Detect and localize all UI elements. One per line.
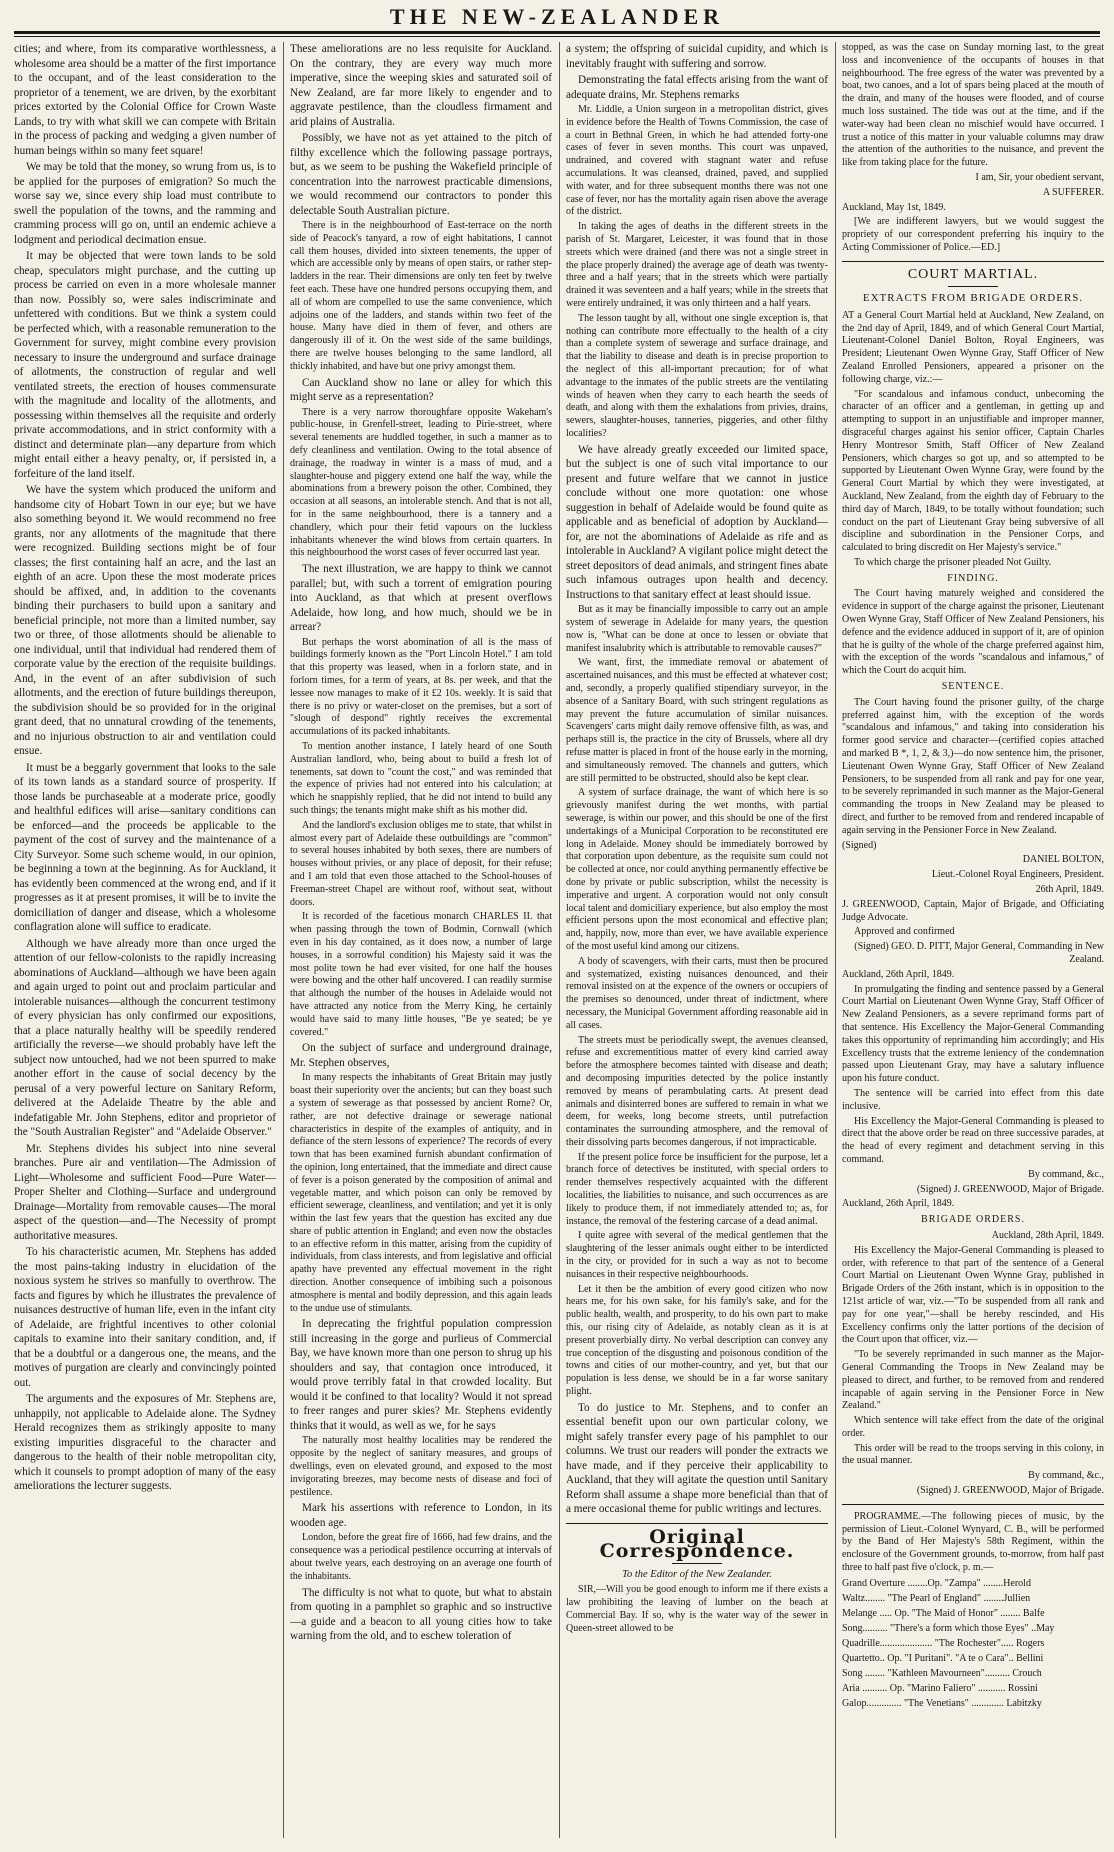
letter-closing: I am, Sir, your obedient servant, xyxy=(975,171,1104,183)
paragraph: To which charge the prisoner pleaded Not Guilty. xyxy=(854,556,1052,568)
quoted-paragraph: We want, first, the immediate removal or abatement of ascertained nuisances, and this must be effected at whatever cost; and, secondly, a properly qualified stipendiary surveyor, in the absence of a Sanitary Board, with such stringent regulations as may prevent the future accumulation of similar nuisances. Scavengers' carts might daily remove offensive filth, as was, and perhaps still is, the practice in the city of Brussels, where all dry refuse matter is placed in front of the house early in the morning, and simultaneously removed. The channels and gutters, which are still permitted to be obstructed, should also be kept clear. xyxy=(566,657,828,784)
paragraph: To do justice to Mr. Stephens, and to confer an essential benefit upon our own particular colony, we might safely transfer every page of his pamphlet to our columns. We trust our readers will ponder the extracts we have made, and if they perceive their applicability to Auckland, that they will agitate the question until Sanitary Reform shall assume a shape more beneficial than that of a mere occasional theme for public writings and lectures. xyxy=(566,1401,828,1516)
sentence-heading: SENTENCE. xyxy=(941,681,1005,693)
paragraph: cities; and where, from its comparative worthlessness, a wholesome area should be a matter of the first importance to the occupant, and of the least consideration to the proprietor of a tenement, we are driven, by the exorbitant prices extorted by the Colonial Office for Crown Waste Lands, to try with what skill we can compete with Britain in the process of packing and wedging a given number of human beings within so many feet square! xyxy=(14,43,276,157)
quoted-paragraph: There is a very narrow thoroughfare opposite Wakeham's public-house, in Grenfell-street, leading to Pirie-street, where several tenements are huddled together, in such a manner as to defy cleanliness and ventilation. Owing to the total absence of drainage, the roadway in winter is a mass of mud, and a slaughter-house and piggery extend one half the way, while the abominations from a brewery poison the other. Combined, they occasion at all seasons, an intolerable stench. And that is not all, for in the same neighbourhood, there is a tannery and a chandlery, which pour their fetid vapours on the luckless inhabitants whenever the wind blows from certain quarters. In this neighbourhood the worst cases of fever occurred last year. xyxy=(290,406,552,559)
charge-text: "For scandalous and infamous conduct, unbecoming the character of an officer and a gentleman, in getting up and attempting to support in an unjustifiable and improper manner, disgraceful charges against his senior officer, Captain Charles Henry Montresor Smith, Staff Officer of New Zealand Pensioners, which charges so got up, and so attempted to be supported by Lieutenant Owen Wynne Gray, were found by the General Court Martial by which they were investigated, at Auckland, New Zealand, from the eighth day of February to the third day of March, 1849, to be totally without foundation; such conduct on the part of Lieutenant Gray being subversive of all discipline and subordination in the Pensioner Corps, and calculated to bring discredit on Her Majesty's service." xyxy=(842,388,1104,554)
signature-date: 26th April, 1849. xyxy=(1035,884,1104,896)
quoted-paragraph: Mr. Liddle, a Union surgeon in a metropolitan district, gives in evidence before the Health of Towns Commission, the case of a court in Bethnal Green, in which he had attended forty-one cases of fever in seven months. This court was unpaved, undrained, and covered with stagnant water and refuse accumulations. It was cleansed, drained, paved, and supplied with water, and for three subsequent months there was not one case of fever, nor has the mortality again risen above the average of the district. xyxy=(566,104,828,218)
short-rule xyxy=(672,1563,722,1564)
column-3 xyxy=(566,42,828,1842)
paragraph: It must be a beggarly government that looks to the sale of its town lands as a standard source of prosperity. If those lands be purchaseable at a moderate price, goodly and healthful edifices will arise—sanitary conditions can be enforced—and the proceeds be applicable to the payment of the cost of survey and the maintenance of a City Surveyor. Some such scheme would, in our opinion, be beginning a town at the beginning. As for Auckland, it has evidently been commenced at the wrong end, and if it progresses as it at present promises, it will be to invite the domiciliation of danger and disease, which a wholesome conflagration alone will suffice to eradicate. xyxy=(14,761,276,933)
programme-item: Waltz........ "The Pearl of England" ........Jullien xyxy=(842,1592,1031,1604)
quotation xyxy=(290,1072,552,1315)
paragraph: a system; the offspring of suicidal cupidity, and which is inevitably fraught with suffering and sorrow. xyxy=(566,43,828,70)
paragraph: In promulgating the finding and sentence passed by a General Court Martial on Lieutenant Owen Wynne Gray, Staff Officer of New Zealand Pensioners, as a severe reprimand forms part of that sentence. His Excellency the Major-General Commanding takes this opportunity of reprimanding him accordingly; and His Excellency trusts that the extreme leniency of the condemnation passed upon Lieutenant Gray, may have a salutary influence upon his future conduct. xyxy=(842,983,1104,1085)
quoted-paragraph: There is in the neighbourhood of East-terrace on the north side of Peacock's tanyard, a row of eight habitations, I cannot call them houses, divided into sixteen tenements, the upper of which are accessible only by means of open stairs, or rather step-ladders in the rear. Their dimensions are only ten feet by twelve feet each. These have one hundred persons occupying them, and all of whom are compelled to use the same convenience, which adjoins one of the ladders, and stands within two feet of the house. Many have died in them of fever, and others are dangerously ill of it. On the west side of the same buildings, there are twelve houses belonging to the same landlord, all thickly inhabited, and have but one privy amongst them. xyxy=(290,220,552,372)
quoted-paragraph: In many respects the inhabitants of Great Britain may justly boast their superiority over the ancients; but can they boast such a system of sewerage as that possessed by ancient Rome? Or, rather, are not defective drainage or sewerage national characteristics in despite of the examples of antiquity, and in defiance of the stern lessons of experience? The records of every town that has been examined furnish abundant confirmation of the opinion, long entertained, that the immediate and direct cause of fever is a poison generated by the composition of animal and vegetable matter, and which poison can only be removed by efficient sewerage, cleanliness, and ventilation; and yet it is only within the last few years that the question has excited any due share of public attention in England; and even now the obstacles to an effective reform in this matter, arising from the cupidity of individuals, from class interests, and from legislative and official apathy have prevented any effectual movement in the right direction. Another consequence of imbibing such a poisonous atmosphere is mental and bodily depression, and this again leads to the undue use of stimulants. xyxy=(290,1072,552,1314)
programme-item: Melange ..... Op. "The Maid of Honor" ........ Balfe xyxy=(842,1607,1045,1619)
paragraph: Can Auckland show no lane or alley for which this might serve as a representation? xyxy=(290,376,552,404)
programme-intro: PROGRAMME.—The following pieces of music, by the permission of Lieut.-Colonel Wynyard, C. B., will be performed by the Band of Her Majesty's 58th Regiment, within the enclosure of the Government grounds, to-morrow, from half past three to half past five o'clock, p. m.— xyxy=(842,1510,1104,1574)
signature-greenwood: (Signed) J. GREENWOOD, Major of Brigade. xyxy=(916,1183,1104,1195)
letter-signature: A SUFFERER. xyxy=(1042,186,1104,198)
quoted-paragraph: The naturally most healthy localities may be rendered the opposite by the neglect of sanitary measures, and groups of dwellings, even on elevated ground, and exposed to the most invigorating breezes, may become nests of disease and foci of pestilence. xyxy=(290,1435,552,1498)
programme-item: Grand Overture ........Op. "Zampa" ........Herold xyxy=(842,1577,1031,1589)
paragraph: This order will be read to the troops serving in this colony, in the usual manner. xyxy=(842,1442,1104,1467)
quotation xyxy=(290,637,552,1040)
paragraph: Which sentence will take effect from the date of the original order. xyxy=(842,1415,1104,1439)
quoted-paragraph: But as it may be financially impossible to carry out an ample system of sewerage in Adelaide for many years, the question now is, "What can be done at once to lessen or obviate that manifest insalubrity which is attributable to removable causes?" xyxy=(566,604,828,654)
dateline: Auckland, 26th April, 1849. xyxy=(842,968,955,980)
paragraph: The Court having found the prisoner guilty, of the charge preferred against him, with the exception of the words "scandalous and infamous," and taking into consideration his former good service and character—(certified copies attached and marked B *, 1, 2, & 3,)—do now sentence him, the prisoner, Lieutenant Owen Wynne Gray, Staff Officer of New Zealand Pensioners, to be suspended from all rank and pay for one year, to be severely reprimanded in such manner as the Major-General commanding the troops in New Zealand may be pleased to direct, and further to be removed from and rendered incapable of again serving in the Pensioner Force in New Zealand. xyxy=(842,696,1104,836)
letter-paragraph: SIR,—Will you be good enough to inform me if there exists a law prohibiting the leaving of lumber on the beach at Commercial Bay. If so, why is the water way of the sewer in Queen-street allowed to be xyxy=(566,1584,828,1634)
paragraph: To his characteristic acumen, Mr. Stephens has added the most pains-taking industry in elucidation of the noxious system he strives so manfully to overthrow. The facts and figures by which he illustrates the prevalence of nuisances destructive of human life, even in the infant city of Adelaide, are frightful incentives to other colonial capitals to examine into their sanitary condition, and, if that be a doubtful or a dangerous one, the means, and the motives of purgation are clearly and convincingly pointed out. xyxy=(14,1246,276,1389)
court-martial-body xyxy=(842,310,1104,1498)
quoted-paragraph: Let it then be the ambition of every good citizen who now hears me, for his own sake, for his family's sake, and for the public health, wealth, and prosperity, to do his own part to make this, our rising city of Adelaide, as notably clean as it is at present proverbially dirty. No verbal description can convey any true conception of the disgusting and poisonous condition of the towns and cities of our mother-country, and yet, but that our population is less dense, we should be in a far worse sanitary plight. xyxy=(566,1283,828,1398)
programme-item: Song.......... "There's a form which those Eyes" ..May xyxy=(842,1622,1055,1634)
dateline: Auckland, 26th April, 1849. xyxy=(842,1198,955,1210)
letter-body xyxy=(566,1584,828,1635)
programme-item: Song ........ "Kathleen Mavourneen".......... Crouch xyxy=(842,1667,1042,1679)
signature-greenwood: J. GREENWOOD, Captain, Major of Brigade, and Officiating Judge Advocate. xyxy=(842,898,1104,923)
paragraph: His Excellency the Major-General Commanding is pleased to order, with reference to that part of the sentence of a General Court Martial on Lieutenant Owen Wynne Gray, published in Brigade Orders of the 26th instant, which is in opposition to the 121st article of war, viz.—"To be suspended from all rank and pay for one year,"—shall be hereby rescinded, and His Excellency confirms only the latter portions of the decision of the Court upon that officer, viz.— xyxy=(842,1244,1104,1346)
programme-item: Quadrille..................... "The Rochester"..... Rogers xyxy=(842,1637,1045,1649)
paragraph: The Court having maturely weighed and considered the evidence in support of the charge against the prisoner, Lieutenant Owen Wynne Gray, Staff Officer of New Zealand Pensioners, his defence and the evidence adduced in support of it, are of opinion that he is guilty of the whole of the charge preferred against him, with the exception of the words "scandalous and infamous," of which the Court do acquit him. xyxy=(842,588,1104,677)
programme-item: Quartetto.. Op. "I Puritani". "A te o Cara".. Bellini xyxy=(842,1652,1044,1664)
paragraph: We have the system which produced the uniform and handsome city of Hobart Town in our eye; but we have also something beyond it. We would recommend no free grants, nor any allotments of the magnitude that there were recognized. Building sections might be of four classes; the first containing half an acre, and the last an eighth of an acre. Upon these the most moderate prices should be affixed, and, in addition to the covenants binding their purchasers to build upon a sanitary and beneficial principle, not more than a limited number, say two or three, of those allotments should be alienable to one individual, until that individual had rendered them of corporate value by the erection of the requisite buildings. And, in the event of an after subdivision of such allotments, and the erection of future buildings thereupon, the subdivision should be so provided for in the original grant deed, that no unnatural crowding of the tenements, and no injurious obstruction to air and ventilation could ensue. xyxy=(14,484,276,757)
quotation xyxy=(290,220,552,374)
by-command: By command, &c., xyxy=(1028,1168,1104,1180)
masthead-rule-thin xyxy=(14,36,1100,37)
quoted-paragraph: But perhaps the worst abomination of all is the mass of buildings formerly known as the "Port Lincoln Hotel." I am told that this property was leased, when in a forlorn state, and in forlorn times, for a term of years, at 8s. per week, and that the lessee now manages to make of it £2 10s. weekly. It is said that there is no privy or water-closet on the premises, but a sort of "slough of despond" rightly receives the excremental accumulations of its packed inhabitants. xyxy=(290,636,552,738)
short-rule xyxy=(948,286,998,287)
quotation xyxy=(290,1532,552,1583)
quoted-paragraph: A body of scavengers, with their carts, must then be procured and systematized, existing nuisances denounced, and their removal insisted on at the expence of the owners or occupiers of the premises so denounced, under threat of indictment, where necessary, the Municipal Government affording reasonable aid in all cases. xyxy=(566,955,828,1031)
editor-note: [We are indifferent lawyers, but we would suggest the propriety of our correspondent preferring his inquiry to the Acting Commissioner of Police.—ED.] xyxy=(842,216,1104,253)
dateline: Auckland, 28th April, 1849. xyxy=(991,1229,1104,1241)
letter-continued xyxy=(842,42,1104,255)
paragraph: Mr. Stephens divides his subject into nine several branches. Pure air and ventilation—The Admission of Light—Wholesome and sufficient Food—Pure Water—Proper Shelter and Clothing—Surface and underground Drainage—Mortality from removable causes—The moral aspect of the question—and—The Necessity of prompt authoritative measures. xyxy=(14,1142,276,1242)
paragraph: The arguments and the exposures of Mr. Stephens are, unhappily, not applicable to Adelaide alone. The Sydney Herald recognizes them as strikingly apposite to many existing impurities disgraceful to the character and dangerous to the health of their noble metropolitan city, which it counsels to prompt adoption of many of the easy ameliorations the lecturer suggests. xyxy=(14,1393,276,1492)
paragraph: We have already greatly exceeded our limited space, but the subject is one of such vital importance to our present and future welfare that we cannot in justice conclude without one more quotation: one whose suggestion in behalf of Adelaide would be found quite as applicable and as beneficial of adoption by Auckland—for, are not the abominations of Adelaide as rife and as intolerable in Auckland? A vigilant police might detect the street depositors of dead animals, and stringent fines abate such infamous outrages upon health and decency. Instructions to that sanitary effect at least should issue. xyxy=(566,443,828,601)
column-divider xyxy=(559,42,560,1838)
quoted-paragraph: A system of surface drainage, the want of which here is so grievously manifest during the wet months, with partial sewerage, is within our power, and this should be one of the first undertakings of a Municipal Corporation to be reconstituted ere long in Adelaide. Money should be immediately borrowed by that corporation upon debenture, as the requisite sum could not be collected at once, nor could anything permanently effective be done by private or public subscription, whilst the necessity is imperative and urgent. A corporation would not only consult local talent and domiciliary experience, but also employ the most efficient persons upon the most economical and effective plan; and, happily, now, more than ever, we have available experience of the most useful kind among our citizens. xyxy=(566,787,828,952)
column-divider xyxy=(835,42,836,1838)
quoted-paragraph: The lesson taught by all, without one single exception is, that nothing can contribute more effectually to the health of a city than a complete system of sewerage and surface drainage, and that the liability to disease and death is in precise proportion to the neglect of this all-important precaution; for of what advantage to the inmates of the public streets are the ventilating winds of heaven when they carry to each hearth the seeds of death, and along with them the exhalations from privies, drains, sewers, slaughter-houses, tanneries, piggeries, and other filthy localities? xyxy=(566,312,828,439)
paragraph: We may be told that the money, so wrung from us, is to be applied for the purposes of emigration? So much the worse say we, since every ship load must contribute to swell the population of the towns, and the ramming and cramming process will go on, until an endemic achieve a lodgment and periodical decimation ensue. xyxy=(14,161,276,246)
column-1 xyxy=(14,42,276,1842)
by-command: By command, &c., xyxy=(1028,1470,1104,1482)
signed-label: (Signed) xyxy=(842,839,877,851)
masthead xyxy=(0,0,1114,40)
court-martial-subheading: EXTRACTS FROM BRIGADE ORDERS. xyxy=(862,292,1084,305)
paragraph: His Excellency the Major-General Commanding is pleased to direct that the above order be read on three successive parades, at the head of every regiment and detachment serving in this command. xyxy=(842,1115,1104,1165)
signature-pitt: (Signed) GEO. D. PITT, Major General, Commanding in New Zealand. xyxy=(854,941,1104,965)
quoted-paragraph: To mention another instance, I lately heard of one South Australian landlord, who, being about to build a fresh lot of tenements, sat down to "count the cost," and was reminded that the expence of privies had not entered into his calculation; at which he snappishly replied, that he did not intend to build any such things; the tenants might make shift as his mother did. xyxy=(290,741,552,816)
paragraph: Mark his assertions with reference to London, in its wooden age. xyxy=(290,1502,552,1529)
paragraph: In deprecating the frightful population compression still increasing in the gorge and purlieus of Commercial Bay, we have known more than one person to shrug up his shoulders and say, that contagion once introduced, it would prove terribly fatal in that crowded locality. But would it be confined to that locality? Would it not spread to freer ranges and purer skies? Mr. Stephens evidently thinks that it would, as well as we, for he says xyxy=(290,1318,552,1432)
section-rule xyxy=(842,1504,1104,1505)
signature-bolton: DANIEL BOLTON, xyxy=(1022,854,1104,866)
quotation xyxy=(566,104,828,441)
paragraph: Demonstrating the fatal effects arising from the want of adequate drains, Mr. Stephens remarks xyxy=(566,74,828,101)
correspondence-heading: Original Correspondence. xyxy=(599,1525,795,1563)
quoted-paragraph: "To be severely reprimanded in such manner as the Major-General Commanding the Troops in New Zealand may be pleased to direct, and further, to be removed from and rendered incapable of again serving in the Pensioner Force in New Zealand." xyxy=(842,1349,1104,1412)
paragraph: The sentence will be carried into effect from this date inclusive. xyxy=(842,1087,1104,1112)
newspaper-title: THE NEW-ZEALANDER xyxy=(389,4,725,29)
masthead-rule xyxy=(14,31,1100,34)
letter-paragraph: stopped, as was the case on Sunday morning last, to the great loss and inconvenience of the occupants of houses in that neighbourhood. The free egress of the water was prevented by a boat, two canoes, and a lot of spars being placed at the mouth of the drain, and many of the houses were flooded, and of course much loss sustained. The tide was out at the time, and if the water-way had been clean no mischief would have occurred. I trust a notice of this matter in your valuable columns may draw the attention of the authorities to the nuisance, and prevent the like from taking place for the future. xyxy=(842,42,1104,169)
quoted-paragraph: London, before the great fire of 1666, had few drains, and the consequence was a periodical pestilence occurring at intervals of about twelve years, each destroying on an average one fourth of the inhabitants. xyxy=(290,1532,552,1582)
quoted-paragraph: If the present police force be insufficient for the purpose, let a branch force of detectives be instituted, with special orders to render themselves respectively acquainted with the different localities, the liabilities to nuisance, and such occurrences as are likely to produce them, if not immediately attended to; as, for instance, the removal of the festering carcase of a dead animal. xyxy=(566,1151,828,1227)
column-divider xyxy=(283,42,284,1838)
signature-greenwood: (Signed) J. GREENWOOD, Major of Brigade. xyxy=(916,1485,1104,1497)
quoted-paragraph: In taking the ages of deaths in the different streets in the parish of St. Margaret, Leicester, it was found that in those streets which were drained (and there was not a single street in the place properly drained) the average age of death was twenty-three and a half years; that in the streets which were partially drained it was seventeen and a half years; while in the streets that were entirely undrained, it was only thirteen and a half years. xyxy=(566,221,828,309)
programme-item: Aria .......... Op. "Marino Faliero" ........... Rossini xyxy=(842,1682,1038,1694)
quotation xyxy=(566,604,828,1399)
brigade-orders-heading: BRIGADE ORDERS. xyxy=(921,1214,1025,1226)
quotation xyxy=(290,407,552,561)
letter-address: To the Editor of the New Zealander. xyxy=(622,1568,772,1580)
letter-date: Auckland, May 1st, 1849. xyxy=(842,201,946,213)
column-2 xyxy=(290,42,552,1842)
paragraph: The next illustration, we are happy to think we cannot parallel; but, with such a torrent of emigration pouring into Auckland, as that which at present overflows Adelaide, how long, and how much, should we be in arrear? xyxy=(290,563,552,634)
approved-line: Approved and confirmed xyxy=(854,926,955,938)
paragraph: These ameliorations are no less requisite for Auckland. On the contrary, they are every way much more imperative, since the weeping skies and saturated soil of New Zealand, are far more likely to engender and to aggravate pestilence, than the cloudless firmament and arid plains of Australia. xyxy=(290,43,552,128)
programme-item: Galop.............. "The Venetians" ............. Labitzky xyxy=(842,1697,1042,1709)
paragraph: Possibly, we have not as yet attained to the pitch of filthy excellence which the following passage portrays, but, as we seem to be pushing the Wakefield principle of concentration into the narrowest practicable dimensions, we would recommend our contractors to ponder this delectable South Australian picture. xyxy=(290,132,552,217)
signature-title: Lieut.-Colonel Royal Engineers, President. xyxy=(931,869,1104,881)
paragraph: The difficulty is not what to quote, but what to abstain from quoting in a pamphlet so graphic and so instructive—a guide and a beacon to all young cities how to take warning from the old, and to eschew toleration of xyxy=(290,1586,552,1643)
paragraph: On the subject of surface and underground drainage, Mr. Stephen observes, xyxy=(290,1042,552,1069)
column-4 xyxy=(842,42,1104,1842)
court-martial-heading: COURT MARTIAL. xyxy=(907,266,1039,282)
quoted-paragraph: I quite agree with several of the medical gentlemen that the slaughtering of the lesser animals ought either to be interdicted in the city, or provided for in such a way as not to become nuisances in their respective neighbourhoods. xyxy=(566,1230,828,1280)
programme-section xyxy=(842,1511,1104,1710)
paragraph: AT a General Court Martial held at Auckland, New Zealand, on the 2nd day of April, 1849, and of which General Court Martial, Lieutenant-Colonel Daniel Bolton, Royal Engineers, was President; Lieutenant Owen Wynne Gray, Staff Officer of New Zealand Enrolled Pensioners, appeared a prisoner on the following charge, viz.:— xyxy=(842,309,1104,385)
section-rule xyxy=(566,1523,828,1524)
quoted-paragraph: The streets must be periodically swept, the avenues cleansed, refuse and excrementitious matter of every kind carried away before the atmosphere becomes tainted with disease and death; and decomposing impurities detected by the police instantly removed by means of perambulating carts. At present dead animals and disinterred bones are suffered to remain in what we deem, for weeks, long become streets, until putrefaction contaminates the surrounding atmosphere, and the removal of their dissolving parts becomes dangerous, if not impracticable. xyxy=(566,1034,828,1148)
paragraph: It may be objected that were town lands to be sold cheap, speculators might purchase, and the cutting up process be carried on even in a more wholesale manner than now. Possibly so, were sales indiscriminate and unfettered with conditions. But we think a system could be perfected which, with a reasonable remuneration to the Government for survey, might combine every provision necessary to insure the underground and surface drainage of allotments, the construction of regular and well ventilated streets, the erection of houses commensurate with the magnitude and locality of the allotments, and possessing within themselves all the requisite and orderly private accommodations, and in strict conformity with a distinct and determinate plan—any departure from which might entail either a heavy penalty, or, if persisted in, a forfeiture of the land itself. xyxy=(14,250,276,480)
finding-heading: FINDING. xyxy=(947,572,999,584)
quoted-paragraph: And the landlord's exclusion obliges me to state, that whilst in almost every part of Adelaide these outbuildings are "common" to several houses inhabited by both sexes, there are numbers of houses without privies, or any place of deposit, for their refuse; and I am told that even those attached to the School-houses of Freeman-street Chapel are without roof, without seat, without doors. xyxy=(290,819,552,908)
quoted-paragraph: It is recorded of the facetious monarch CHARLES II. that when passing through the town of Bodmin, Cornwall (which even in his day contained, as it does now, a number of large houses, in a sorrowful condition) his Majesty said it was the most polite town he had ever visited, for one half the houses were bowing and the other half uncovered. I can readily surmise that although the number of the houses in Adelaide would not have attracted any notice from the Merry King, he certainly would have said to many little houses, "Be ye seated; be ye covered." xyxy=(290,911,552,1038)
section-rule xyxy=(842,261,1104,262)
paragraph: Although we have already more than once urged the attention of our fellow-colonists to the rapidly increasing abominations of Auckland—although we have been again and again urged to point out and proclaim particular and intolerable nuisances—although the concurrent testimony of every physician has only confirmed our expositions, that a place naturally healthy will be speedily rendered artificially the reverse—we should probably have left the subject now untouched, had we not been spurred to make another effort in the cause of social decency by the perusal of a very powerful lecture on Sanitary Reform, delivered at the Adelaide Theatre by the able and indefatigable Mr. John Stephens, editor and proprietor of the "South Australian Register" and "Adelaide Observer." xyxy=(14,937,276,1138)
quotation xyxy=(290,1435,552,1499)
